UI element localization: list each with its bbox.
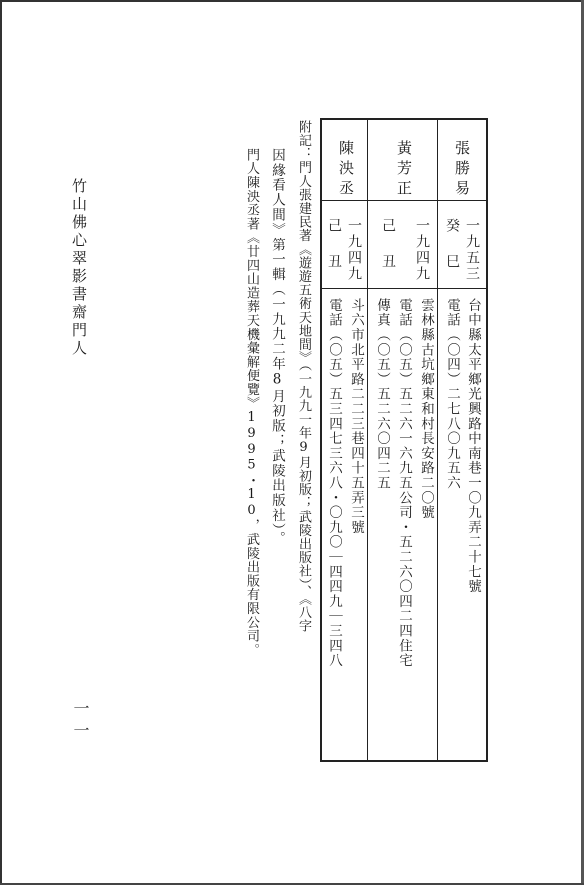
person-3-address: 斗六市北平路二二三巷四十五弄三號 bbox=[348, 298, 364, 535]
person-3-contact: 電話（〇五）五三四七三六八・〇九〇｜四四九｜三四八 bbox=[326, 298, 342, 668]
row-divider-2 bbox=[367, 118, 368, 760]
table-left-border bbox=[320, 118, 322, 760]
row-divider-1 bbox=[437, 118, 438, 760]
person-3-name: 陳泱丞 bbox=[337, 140, 355, 200]
person-1-contact: 電話（〇四）二七八〇九五六 bbox=[444, 298, 460, 491]
note-line-3: 門人陳泱丞著《廿四山造葬天機彙解便覽》1995・10，武陵出版有限公司。 bbox=[244, 148, 259, 657]
table-top-border bbox=[320, 118, 488, 120]
person-1-birth-year: 一九五三 bbox=[464, 218, 480, 282]
person-2-fax: 傳真（〇五）五二六〇四二五 bbox=[374, 298, 390, 491]
person-2-zodiac: 己丑 bbox=[380, 218, 396, 290]
person-3-zodiac: 己丑 bbox=[326, 218, 342, 290]
person-2-address: 雲林縣古坑鄉東和村長安路二〇號 bbox=[418, 298, 434, 520]
person-1-zodiac: 癸巳 bbox=[444, 218, 460, 290]
page-number: 一一 bbox=[71, 700, 90, 744]
person-1-name: 張勝易 bbox=[453, 140, 471, 200]
note-line-2: 因緣看人間》第一輯（一九九二年8月初版；武陵出版社）。 bbox=[269, 148, 285, 547]
table-header-divider bbox=[320, 288, 488, 289]
book-title: 竹山佛心翠影書齋門人 bbox=[70, 178, 88, 358]
table-bottom-border bbox=[320, 760, 488, 762]
person-2-contact: 電話（〇五）五二六一六九五公司・五二六〇四二四住宅 bbox=[396, 298, 412, 668]
table-right-border bbox=[486, 118, 488, 760]
scan-border-left bbox=[0, 0, 2, 885]
name-divider-1 bbox=[320, 200, 488, 201]
scan-border-top bbox=[0, 0, 584, 2]
person-2-name: 黃芳正 bbox=[395, 140, 413, 200]
person-1-address: 台中縣太平鄉光興路中南巷一〇九弄二十七號 bbox=[465, 298, 481, 594]
person-2-birth-year: 一九四九 bbox=[414, 218, 430, 282]
person-3-birth-year: 一九四九 bbox=[346, 218, 362, 282]
note-line-1: 附記：門人張建民著《遊遊五術天地間》（一九九一年9月初版；武陵出版社）、《八字 bbox=[296, 120, 311, 633]
